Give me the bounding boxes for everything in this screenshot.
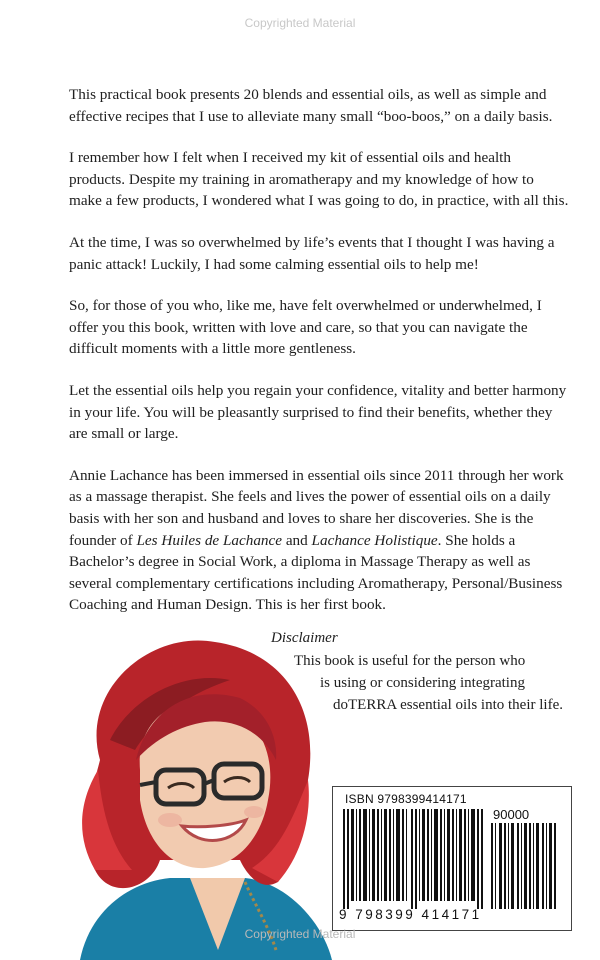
paragraph-offer: So, for those of you who, like me, have felt overwhelmed or underwhelmed, I offer you this book, written with love and care, so that you can navigate the difficult moments with a little more gentleness. xyxy=(69,297,542,358)
disclaimer-title: Disclaimer xyxy=(271,630,338,646)
paragraph-remember: I remember how I felt when I received my kit of essential oils and health products. Despite my training in aromatherapy and my knowledge of how to make a few products, I wondered what I was going to do, in practice, with all this. xyxy=(69,149,569,210)
bio-company-2: Lachance Holistique xyxy=(311,531,438,549)
bio-company-1: Les Huiles de Lachance xyxy=(136,531,283,549)
author-portrait xyxy=(40,620,340,960)
bio-and: and xyxy=(282,531,312,549)
copyright-watermark-bottom: Copyrighted Material xyxy=(244,927,356,941)
author-bio xyxy=(69,465,569,616)
copyright-watermark-top: Copyrighted Material xyxy=(244,16,356,30)
paragraph-panic: At the time, I was so overwhelmed by life’s events that I thought I was having a panic attack! Luckily, I had some calming essential oils to help me! xyxy=(69,233,555,273)
price-code: 90000 xyxy=(493,807,530,822)
bio-text-2: . She holds a Bachelor’s degree in Social Work, a diploma in Massage Therapy as well as several complementary certifications including Aromatherapy, Personal/Business Coaching and Human Design. This is her first book. xyxy=(69,531,563,614)
bio-text-1: Annie Lachance has been immersed in essential oils since 2011 through her work as a massage therapist. She feels and lives the power of essential oils on a daily basis with her son and husband and loves to share her discoveries. She is the founder of xyxy=(69,466,564,549)
paragraph-intro: This practical book presents 20 blends and essential oils, as well as simple and effective recipes that I use to alleviate many small “boo-boos,” on a daily basis. xyxy=(69,86,553,125)
isbn-label: ISBN 9798399414171 xyxy=(345,792,467,806)
isbn-digits: 9 798399 414171 xyxy=(339,907,482,922)
paragraph-confidence: Let the essential oils help you regain your confidence, vitality and better harmony in your life. You will be pleasantly surprised to find their benefits, whether they are small or large. xyxy=(69,381,567,443)
disclaimer-line-3: doTERRA essential oils into their life. xyxy=(333,697,563,713)
isbn-barcode xyxy=(332,786,572,931)
barcode-bars-main xyxy=(343,809,487,909)
disclaimer-line-1: This book is useful for the person who xyxy=(294,653,526,669)
back-cover-text xyxy=(69,84,569,616)
disclaimer-line-2: is using or considering integrating xyxy=(320,675,525,691)
barcode-bars-addon xyxy=(491,823,557,909)
